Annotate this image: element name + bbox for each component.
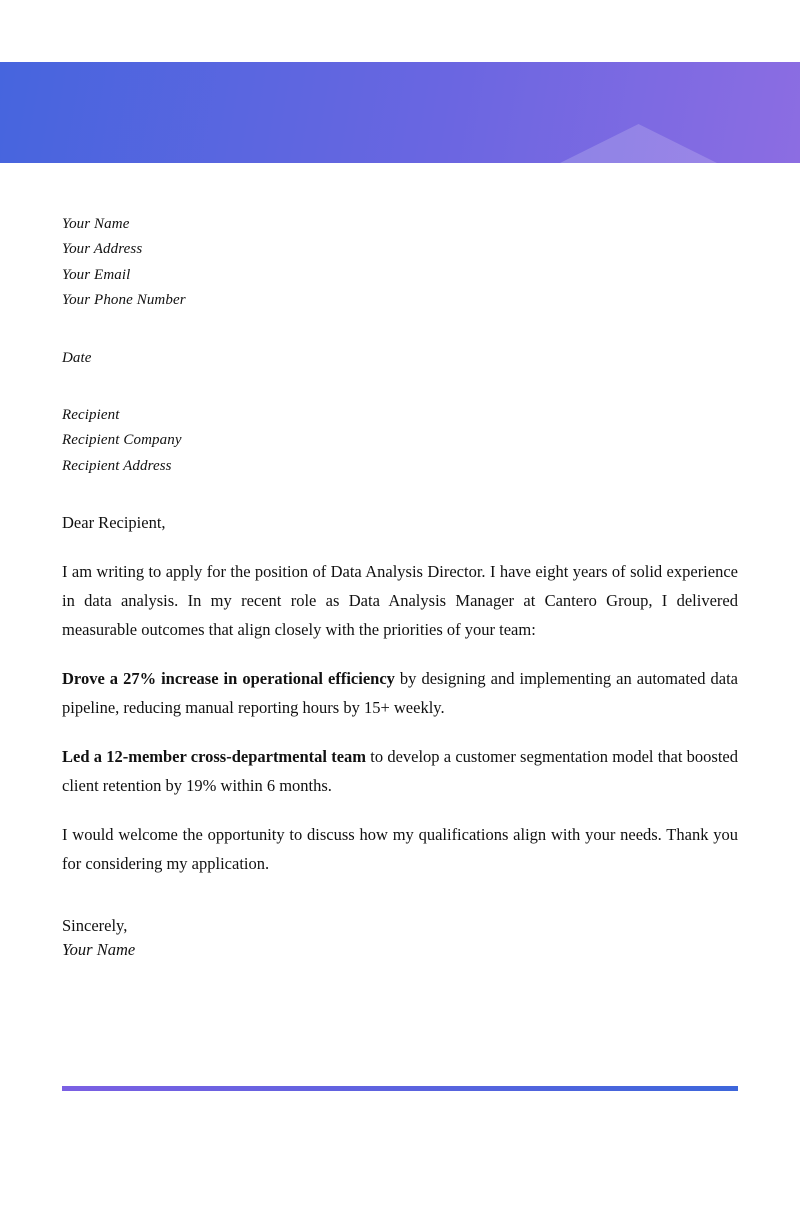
letter-body — [62, 508, 738, 962]
recipient-block — [62, 403, 738, 479]
date-line — [62, 346, 738, 371]
date-label: Date — [62, 350, 92, 366]
recipient-company: Recipient Company — [62, 432, 182, 449]
footer-accent-bar — [62, 1086, 738, 1091]
paragraph-text: I would welcome the opportunity to discuss how my qualifications align with your needs. Thank you for considering my application. — [62, 825, 738, 873]
recipient-name: Recipient — [62, 407, 120, 423]
sender-name: Your Name — [62, 216, 130, 232]
closing-word: Sincerely, — [62, 916, 128, 935]
paragraph-text: I am writing to apply for the position of Data Analysis Director. I have eight years of solid experience in data analysis. In my recent role as Data Analysis Manager at Cantero Group, I delivered measurable outcomes that align closely with the priorities of your team: — [62, 562, 738, 639]
paragraph-text: to develop a customer segmentation model that boosted client retention by 19% within 6 months. — [62, 747, 738, 795]
header-banner — [0, 62, 800, 163]
salutation: Dear Recipient, — [62, 513, 166, 532]
banner-triangle-decoration — [560, 124, 717, 163]
sender-block — [62, 212, 738, 314]
signature-name: Your Name — [62, 940, 136, 959]
paragraph-achievement-2 — [62, 742, 738, 800]
signature-block — [62, 914, 738, 962]
recipient-address: Recipient Address — [62, 457, 172, 474]
paragraph-achievement-1 — [62, 664, 738, 722]
paragraph-closing — [62, 820, 738, 878]
paragraph-text: by designing and implementing an automated data pipeline, reducing manual reporting hours by 15+ weekly. — [62, 669, 738, 717]
sender-address: Your Address — [62, 241, 143, 258]
sender-phone: Your Phone Number — [62, 292, 186, 309]
paragraph-bold-lead: Drove a 27% increase in operational efficiency — [62, 669, 395, 688]
sender-email: Your Email — [62, 266, 131, 283]
paragraph-intro — [62, 557, 738, 644]
paragraph-bold-lead: Led a 12-member cross-departmental team — [62, 747, 367, 766]
